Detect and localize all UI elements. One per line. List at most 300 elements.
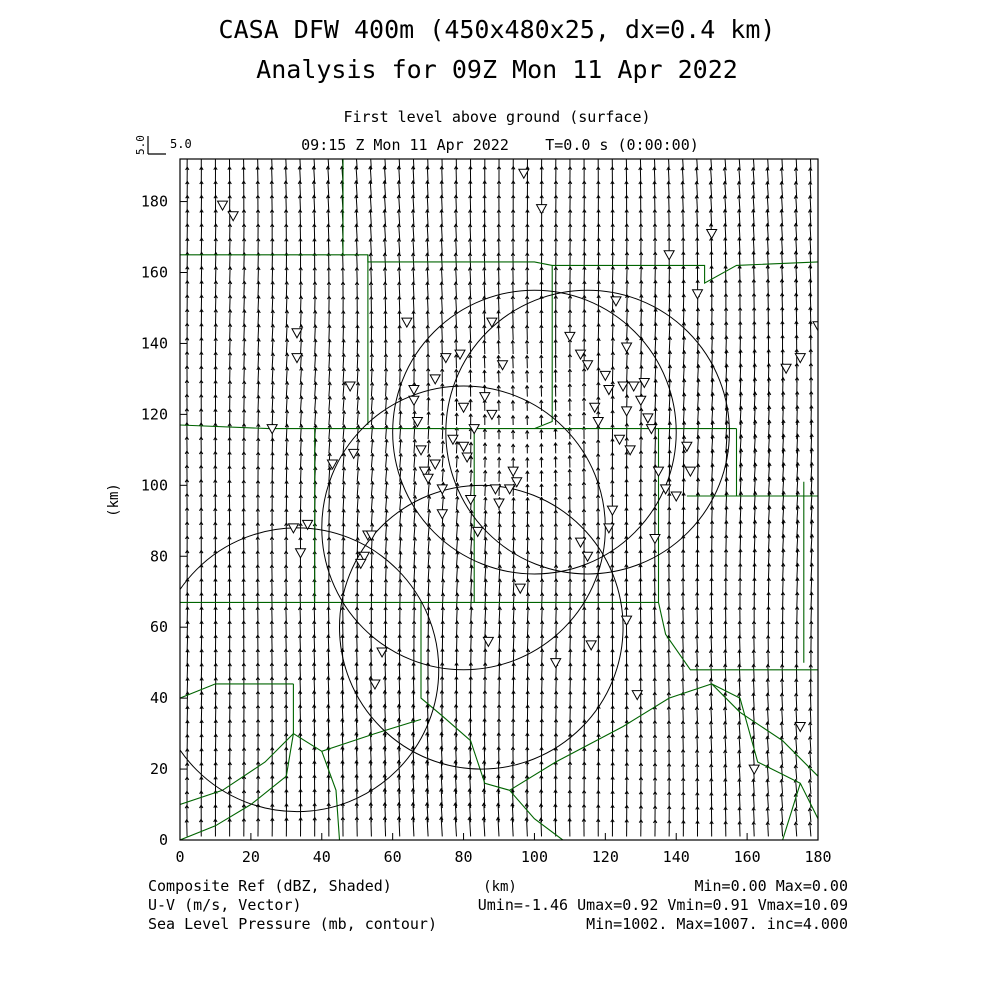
wind-vector: [357, 354, 358, 368]
wind-vector: [768, 679, 769, 695]
wind-vector: [442, 455, 443, 468]
x-tick-label: 180: [804, 848, 832, 866]
x-tick-label: 40: [312, 848, 331, 866]
range-ring: [446, 290, 730, 574]
wind-vector: [697, 621, 698, 638]
wind-vector: [400, 397, 401, 411]
wind-vector: [300, 607, 301, 623]
wind-vector: [683, 678, 684, 694]
wind-vector: [286, 368, 287, 383]
wind-vector: [244, 324, 245, 340]
wind-vector: [329, 467, 330, 481]
wind-vector: [357, 383, 358, 397]
wind-vector: [697, 210, 698, 227]
wind-vector: [641, 309, 642, 326]
station-marker: [629, 382, 639, 391]
wind-vector: [627, 352, 628, 368]
wind-vector: [782, 693, 783, 708]
wind-vector: [484, 253, 485, 269]
wind-vector: [386, 368, 387, 382]
wind-vector: [767, 708, 768, 723]
wind-vector: [286, 453, 287, 468]
wind-vector: [782, 722, 783, 737]
y-tick-label: 0: [158, 831, 168, 849]
wind-vector: [767, 779, 768, 794]
wind-vector: [612, 267, 613, 283]
wind-vector: [314, 210, 315, 227]
wind-vector: [725, 750, 726, 765]
wind-vector: [782, 708, 783, 723]
wind-vector: [484, 325, 485, 340]
wind-vector: [343, 354, 344, 368]
wind-vector: [427, 239, 428, 255]
wind-vector: [230, 296, 231, 312]
footer-field3-stats: Min=1002. Max=1007. inc=4.000: [586, 915, 848, 933]
station-marker: [586, 641, 596, 650]
wind-vector: [456, 483, 457, 496]
wind-vector: [768, 808, 769, 822]
x-axis: [175, 833, 831, 866]
y-tick-label: 60: [149, 618, 168, 637]
wind-vector: [470, 282, 471, 297]
wind-vector: [244, 281, 245, 297]
station-marker: [593, 417, 603, 426]
station-marker: [643, 414, 653, 423]
y-tick-label: 140: [140, 334, 168, 353]
wind-vector: [386, 425, 387, 439]
wind-vector: [329, 510, 330, 525]
wind-vector: [315, 311, 316, 326]
x-axis-label: (km): [483, 879, 517, 895]
wind-vector: [329, 382, 330, 396]
wind-vector: [301, 425, 302, 440]
wind-vector: [272, 367, 273, 382]
wind-vector: [542, 565, 543, 581]
wind-vector: [329, 439, 330, 453]
wind-vector: [697, 664, 698, 680]
wind-vector: [471, 470, 472, 482]
wind-vector: [328, 621, 329, 638]
wind-vector: [286, 353, 287, 368]
wind-vector: [371, 411, 372, 425]
wind-vector: [796, 765, 797, 779]
station-marker: [459, 403, 469, 412]
wind-vector: [371, 496, 372, 510]
wind-vector: [329, 425, 330, 439]
wind-vector-head: [512, 152, 515, 155]
wind-vector: [442, 552, 443, 567]
wind-vector: [683, 636, 684, 652]
wind-vector: [498, 296, 499, 311]
wind-vector: [441, 224, 442, 240]
wind-vector-head: [228, 153, 231, 156]
chart-title-line2: Analysis for 09Z Mon 11 Apr 2022: [256, 55, 738, 84]
wind-vector: [739, 650, 740, 666]
wind-vector: [400, 510, 401, 525]
wind-vector: [414, 579, 415, 595]
station-marker: [218, 201, 228, 210]
wind-vector: [753, 779, 754, 794]
wind-vector: [414, 538, 415, 553]
wind-vector: [711, 650, 712, 666]
wind-vector: [258, 353, 259, 368]
wind-vector: [697, 650, 698, 666]
wind-vector: [286, 296, 287, 311]
wind-vector: [810, 154, 811, 170]
wind-vector: [470, 325, 471, 340]
wind-vector: [371, 268, 372, 283]
wind-vector: [456, 469, 457, 481]
wind-vector: [386, 538, 387, 553]
wind-vector: [810, 737, 811, 752]
wind-vector: [697, 636, 698, 652]
wind-vector: [527, 551, 528, 567]
wind-vector: [484, 268, 485, 284]
wind-vector: [427, 297, 428, 312]
station-marker: [430, 460, 440, 469]
station-marker: [487, 410, 497, 419]
wind-vector: [499, 511, 500, 524]
wind-vector: [301, 410, 302, 425]
station-marker: [494, 499, 504, 508]
wind-vector: [542, 621, 543, 638]
y-tick-label: 100: [140, 476, 168, 495]
wind-vector: [627, 366, 628, 382]
wind-vector-head: [752, 154, 755, 157]
wind-vector: [371, 368, 372, 382]
wind-vector: [641, 281, 642, 298]
wind-vector: [414, 593, 415, 609]
y-tick-label: 80: [149, 547, 168, 566]
wind-vector: [428, 311, 429, 326]
wind-vector: [627, 309, 628, 325]
wind-vector: [400, 440, 401, 454]
wind-vector: [810, 708, 811, 723]
wind-vector: [385, 268, 386, 283]
x-tick-label: 20: [241, 848, 260, 866]
wind-vector: [400, 383, 401, 397]
wind-vector: [711, 679, 712, 695]
wind-vector: [413, 268, 414, 283]
wind-vector: [343, 425, 344, 439]
wind-vector: [400, 538, 401, 553]
wind-vector: [471, 524, 472, 539]
wind-vector: [413, 224, 414, 240]
station-marker: [565, 332, 575, 341]
wind-vector: [301, 396, 302, 411]
model-time: T=0.0 s (0:00:00): [545, 136, 699, 154]
wind-vector: [329, 325, 330, 340]
station-marker: [692, 290, 702, 299]
footer-field1-name: Composite Ref (dBZ, Shaded): [148, 877, 392, 895]
wind-vector: [725, 736, 726, 751]
wind-vector: [484, 311, 485, 326]
valid-time: 09:15 Z Mon 11 Apr 2022: [301, 136, 509, 154]
wind-vector: [767, 722, 768, 737]
wind-vector: [739, 693, 740, 709]
wind-vector: [470, 311, 471, 326]
wind-vector: [739, 736, 740, 751]
station-marker: [515, 584, 525, 593]
county-line: [705, 262, 818, 283]
wind-vector: [484, 282, 485, 297]
wind-vector: [301, 325, 302, 340]
wind-vector: [683, 693, 684, 709]
wind-vector: [739, 664, 740, 680]
wind-vector: [315, 354, 316, 369]
wind-vector: [456, 325, 457, 340]
wind-vector: [357, 524, 358, 539]
wind-vector-head: [526, 152, 529, 155]
wind-vector: [456, 282, 457, 297]
wind-vector: [399, 282, 400, 297]
wind-vector: [301, 467, 302, 482]
wind-vector: [442, 297, 443, 312]
wind-vector: [272, 382, 273, 397]
station-marker: [607, 506, 617, 515]
wind-vector-head: [256, 152, 259, 155]
station-marker: [487, 318, 497, 327]
footer-field2-stats: Umin=-1.46 Umax=0.92 Vmin=0.91 Vmax=10.09: [477, 896, 848, 914]
wind-vector: [725, 779, 726, 794]
wind-vector: [739, 708, 740, 723]
wind-vector: [697, 693, 698, 709]
wind-vector: [669, 621, 670, 638]
wind-vector: [413, 297, 414, 312]
x-tick-label: 60: [383, 848, 402, 866]
wind-vector: [314, 621, 315, 638]
wind-vector: [697, 707, 698, 723]
wind-vector: [257, 152, 258, 169]
county-line: [421, 602, 510, 790]
wind-vector: [456, 253, 457, 269]
wind-vector: [272, 282, 273, 298]
wind-vector: [343, 510, 344, 525]
wind-vector: [315, 396, 316, 410]
wind-vector: [456, 224, 457, 240]
station-marker: [749, 765, 759, 774]
wind-vector: [343, 453, 344, 467]
wind-vector: [470, 297, 471, 312]
station-marker: [296, 549, 306, 558]
x-tick-label: 0: [175, 848, 185, 866]
wind-vector: [386, 383, 387, 397]
wind-vector: [739, 779, 740, 794]
wind-vector: [612, 338, 613, 354]
county-line: [737, 429, 819, 496]
wind-vector-head: [723, 154, 726, 157]
y-axis-label: (km): [106, 483, 122, 517]
wind-vector-head: [284, 152, 287, 155]
wind-vector: [301, 311, 302, 326]
wind-vector: [301, 368, 302, 383]
wind-vector: [371, 482, 372, 496]
wind-vector: [244, 310, 245, 326]
wind-vector: [343, 368, 344, 382]
wind-vector: [428, 510, 429, 525]
wind-vector-head: [200, 153, 203, 156]
wind-vector: [711, 764, 712, 779]
wind-vector: [781, 765, 782, 779]
wind-vector: [272, 396, 273, 411]
station-marker: [615, 435, 625, 444]
wind-vector: [697, 736, 698, 752]
wind-vector: [428, 412, 429, 425]
wind-vector: [427, 282, 428, 297]
wind-vector: [230, 324, 231, 340]
wind-vector: [187, 650, 188, 667]
station-marker: [537, 205, 547, 214]
wind-vector: [343, 340, 344, 354]
wind-vector: [456, 552, 457, 567]
wind-vector: [683, 607, 684, 624]
wind-vector: [627, 323, 628, 339]
y-tick-label: 120: [140, 405, 168, 424]
wind-vector: [399, 268, 400, 283]
x-tick-label: 160: [733, 848, 761, 866]
wind-vector: [258, 396, 259, 411]
wind-vector: [669, 650, 670, 666]
wind-vector: [527, 537, 528, 552]
wind-vector-head: [242, 153, 245, 156]
wind-vector: [272, 296, 273, 312]
wind-vector: [371, 383, 372, 397]
wind-vector: [796, 708, 797, 723]
wind-vector: [498, 325, 499, 339]
wind-vector: [244, 267, 245, 283]
wind-vector: [753, 722, 754, 737]
wind-vector: [414, 524, 415, 539]
wind-vector: [286, 339, 287, 354]
wind-vector: [371, 253, 372, 269]
wind-vector: [386, 566, 387, 582]
county-line: [712, 684, 818, 819]
station-marker: [707, 229, 717, 238]
wind-vector: [456, 497, 457, 511]
wind-vector-head: [185, 153, 188, 156]
station-marker: [636, 396, 646, 405]
wind-vector: [187, 664, 188, 681]
wind-vector: [271, 152, 272, 169]
wind-vector: [441, 239, 442, 255]
wind-vector: [413, 282, 414, 297]
wind-vector: [286, 325, 287, 340]
wind-vector: [329, 354, 330, 368]
wind-vector: [740, 636, 741, 652]
footer-field2-name: U-V (m/s, Vector): [148, 896, 302, 914]
wind-vector: [343, 382, 344, 396]
station-marker: [430, 375, 440, 384]
county-line: [180, 734, 293, 840]
wind-vector: [244, 367, 245, 382]
wind-vector: [400, 552, 401, 567]
wind-vector: [427, 224, 428, 240]
wind-vector: [329, 495, 330, 510]
wind-vector: [187, 678, 188, 695]
wind-vector: [357, 496, 358, 510]
wind-vector: [414, 425, 415, 439]
wind-vector: [329, 411, 330, 425]
wind-vector: [315, 382, 316, 396]
wind-vector: [301, 339, 302, 354]
wind-vector: [683, 621, 684, 638]
wind-vector: [343, 482, 344, 496]
wind-vector: [343, 411, 344, 425]
wind-vector: [484, 340, 485, 354]
wind-vector: [427, 268, 428, 283]
wind-vector: [258, 367, 259, 382]
station-marker: [671, 492, 681, 501]
wind-vector: [542, 593, 543, 609]
wind-vector: [442, 325, 443, 339]
wind-vector: [768, 665, 769, 681]
wind-vector: [767, 751, 768, 766]
wind-vector: [471, 538, 472, 553]
station-marker: [423, 474, 433, 483]
wind-vector: [654, 167, 655, 183]
wind-vector: [739, 750, 740, 765]
wind-vector: [371, 354, 372, 368]
wind-vector: [796, 737, 797, 752]
wind-vector: [697, 678, 698, 694]
footer-field1-stats: Min=0.00 Max=0.00: [694, 877, 848, 895]
wind-vector: [782, 822, 783, 836]
wind-vector: [343, 524, 344, 539]
wind-vector: [258, 296, 259, 312]
wind-vector: [711, 736, 712, 752]
wind-vector: [810, 822, 811, 836]
county-line: [783, 783, 801, 840]
wind-vector: [286, 424, 287, 439]
wind-vector: [244, 353, 245, 369]
wind-vector: [739, 679, 740, 695]
station-marker: [409, 396, 419, 405]
wind-vector: [414, 552, 415, 567]
wind-vector: [796, 154, 797, 170]
vector-key-label-vertical: 5.0: [134, 135, 147, 155]
county-line: [510, 790, 563, 840]
wind-vector: [739, 807, 740, 822]
wind-vector: [782, 154, 783, 170]
wind-vector: [272, 410, 273, 425]
wind-vector: [470, 224, 471, 240]
wind-vector: [484, 296, 485, 311]
wind-vector: [343, 467, 344, 481]
wind-vector: [428, 538, 429, 553]
wind-vector: [414, 454, 415, 468]
wind-vector: [456, 297, 457, 312]
wind-vector: [343, 496, 344, 511]
wind-vector-head: [709, 154, 712, 157]
wind-vector: [357, 468, 358, 482]
station-marker: [685, 467, 695, 476]
wind-vector: [427, 152, 428, 170]
chart-subtitle: First level above ground (surface): [343, 108, 651, 126]
station-marker: [622, 343, 632, 352]
wind-vector: [612, 324, 613, 340]
wind-vector: [315, 325, 316, 340]
station-markers: [218, 169, 823, 774]
wind-vector: [753, 751, 754, 766]
county-line: [322, 751, 340, 840]
wind-vector: [230, 281, 231, 297]
wind-vector: [286, 310, 287, 325]
wind-vector: [399, 239, 400, 255]
station-marker: [349, 449, 359, 458]
wind-vector: [427, 253, 428, 269]
wind-vector: [187, 635, 188, 652]
wind-vector-head: [737, 154, 740, 157]
